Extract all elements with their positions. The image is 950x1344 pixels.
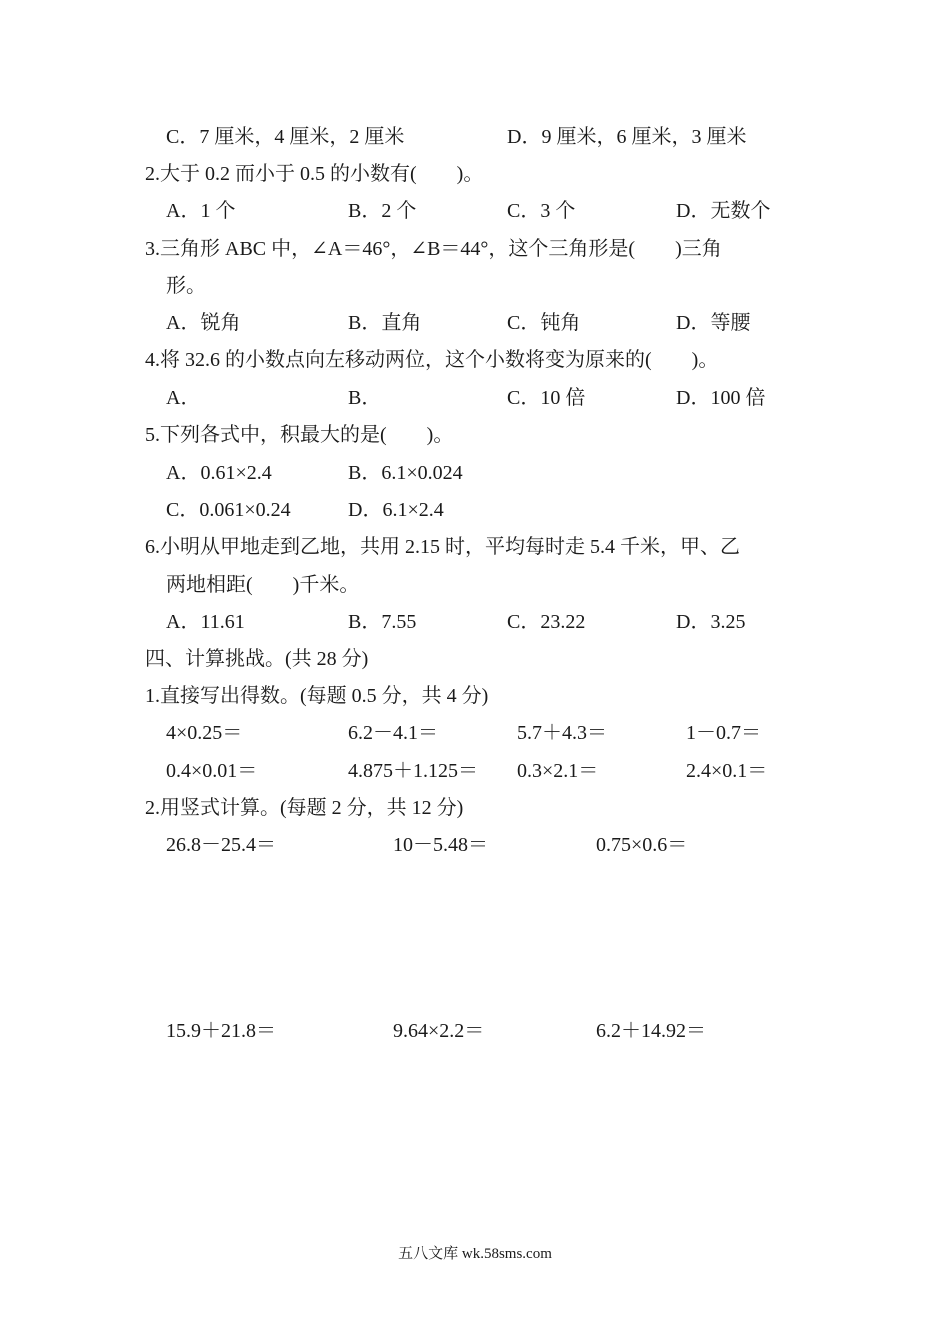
calc2-item: 15.9＋21.8＝ bbox=[166, 1020, 276, 1042]
calc1-item: 0.4×0.01＝ bbox=[166, 760, 258, 782]
q4-option-d: D．100 倍 bbox=[676, 387, 766, 409]
footer-watermark: 五八文库 wk.58sms.com bbox=[398, 1246, 552, 1262]
q6-stem-line1: 6.小明从甲地走到乙地，共用 2.15 时，平均每时走 5.4 千米，甲、乙 bbox=[145, 536, 740, 558]
calc2-item: 6.2＋14.92＝ bbox=[596, 1020, 706, 1042]
q4-stem: 4.将 32.6 的小数点向左移动两位，这个小数将变为原来的( )。 bbox=[145, 349, 719, 371]
q5-option-c: C．0.061×0.24 bbox=[166, 499, 291, 521]
q3-stem-line1: 3.三角形 ABC 中，∠A＝46°，∠B＝44°，这个三角形是( )三角 bbox=[145, 238, 722, 260]
calc1-item: 1－0.7＝ bbox=[686, 722, 761, 744]
q6-stem-line2: 两地相距( )千米。 bbox=[166, 574, 360, 596]
q6-option-c: C．23.22 bbox=[507, 611, 586, 633]
section4-title: 四、计算挑战。(共 28 分) bbox=[145, 648, 369, 670]
q5-option-d: D．6.1×2.4 bbox=[348, 499, 444, 521]
calc1-item: 0.3×2.1＝ bbox=[517, 760, 599, 782]
q5-option-a: A．0.61×2.4 bbox=[166, 462, 272, 484]
q3-option-c: C．钝角 bbox=[507, 312, 581, 334]
calc1-stem: 1.直接写出得数。(每题 0.5 分，共 4 分) bbox=[145, 685, 489, 707]
q6-option-a: A．11.61 bbox=[166, 611, 245, 633]
q2-stem: 2.大于 0.2 而小于 0.5 的小数有( )。 bbox=[145, 163, 484, 185]
calc1-item: 6.2－4.1＝ bbox=[348, 722, 438, 744]
q3-option-b: B．直角 bbox=[348, 312, 422, 334]
q4-option-b: B． bbox=[348, 387, 382, 409]
q2-option-b: B．2 个 bbox=[348, 200, 417, 222]
q5-option-b: B．6.1×0.024 bbox=[348, 462, 463, 484]
calc2-item: 0.75×0.6＝ bbox=[596, 834, 688, 856]
q2-option-c: C．3 个 bbox=[507, 200, 576, 222]
q6-option-b: B．7.55 bbox=[348, 611, 417, 633]
q3-stem-line2: 形。 bbox=[166, 275, 206, 297]
q5-stem: 5.下列各式中，积最大的是( )。 bbox=[145, 424, 454, 446]
calc2-item: 26.8－25.4＝ bbox=[166, 834, 276, 856]
q1-option-c: C．7 厘米，4 厘米，2 厘米 bbox=[166, 126, 405, 148]
q6-option-d: D．3.25 bbox=[676, 611, 746, 633]
calc2-stem: 2.用竖式计算。(每题 2 分，共 12 分) bbox=[145, 797, 464, 819]
q2-option-d: D．无数个 bbox=[676, 200, 771, 222]
calc1-item: 2.4×0.1＝ bbox=[686, 760, 768, 782]
calc1-item: 4.875＋1.125＝ bbox=[348, 760, 478, 782]
calc1-item: 5.7＋4.3＝ bbox=[517, 722, 607, 744]
q1-option-d: D．9 厘米，6 厘米，3 厘米 bbox=[507, 126, 747, 148]
q2-option-a: A．1 个 bbox=[166, 200, 236, 222]
calc2-item: 10－5.48＝ bbox=[393, 834, 488, 856]
q4-option-c: C．10 倍 bbox=[507, 387, 586, 409]
q3-option-d: D．等腰 bbox=[676, 312, 751, 334]
q4-option-a: A． bbox=[166, 387, 201, 409]
calc1-item: 4×0.25＝ bbox=[166, 722, 243, 744]
calc2-item: 9.64×2.2＝ bbox=[393, 1020, 485, 1042]
q3-option-a: A．锐角 bbox=[166, 312, 241, 334]
